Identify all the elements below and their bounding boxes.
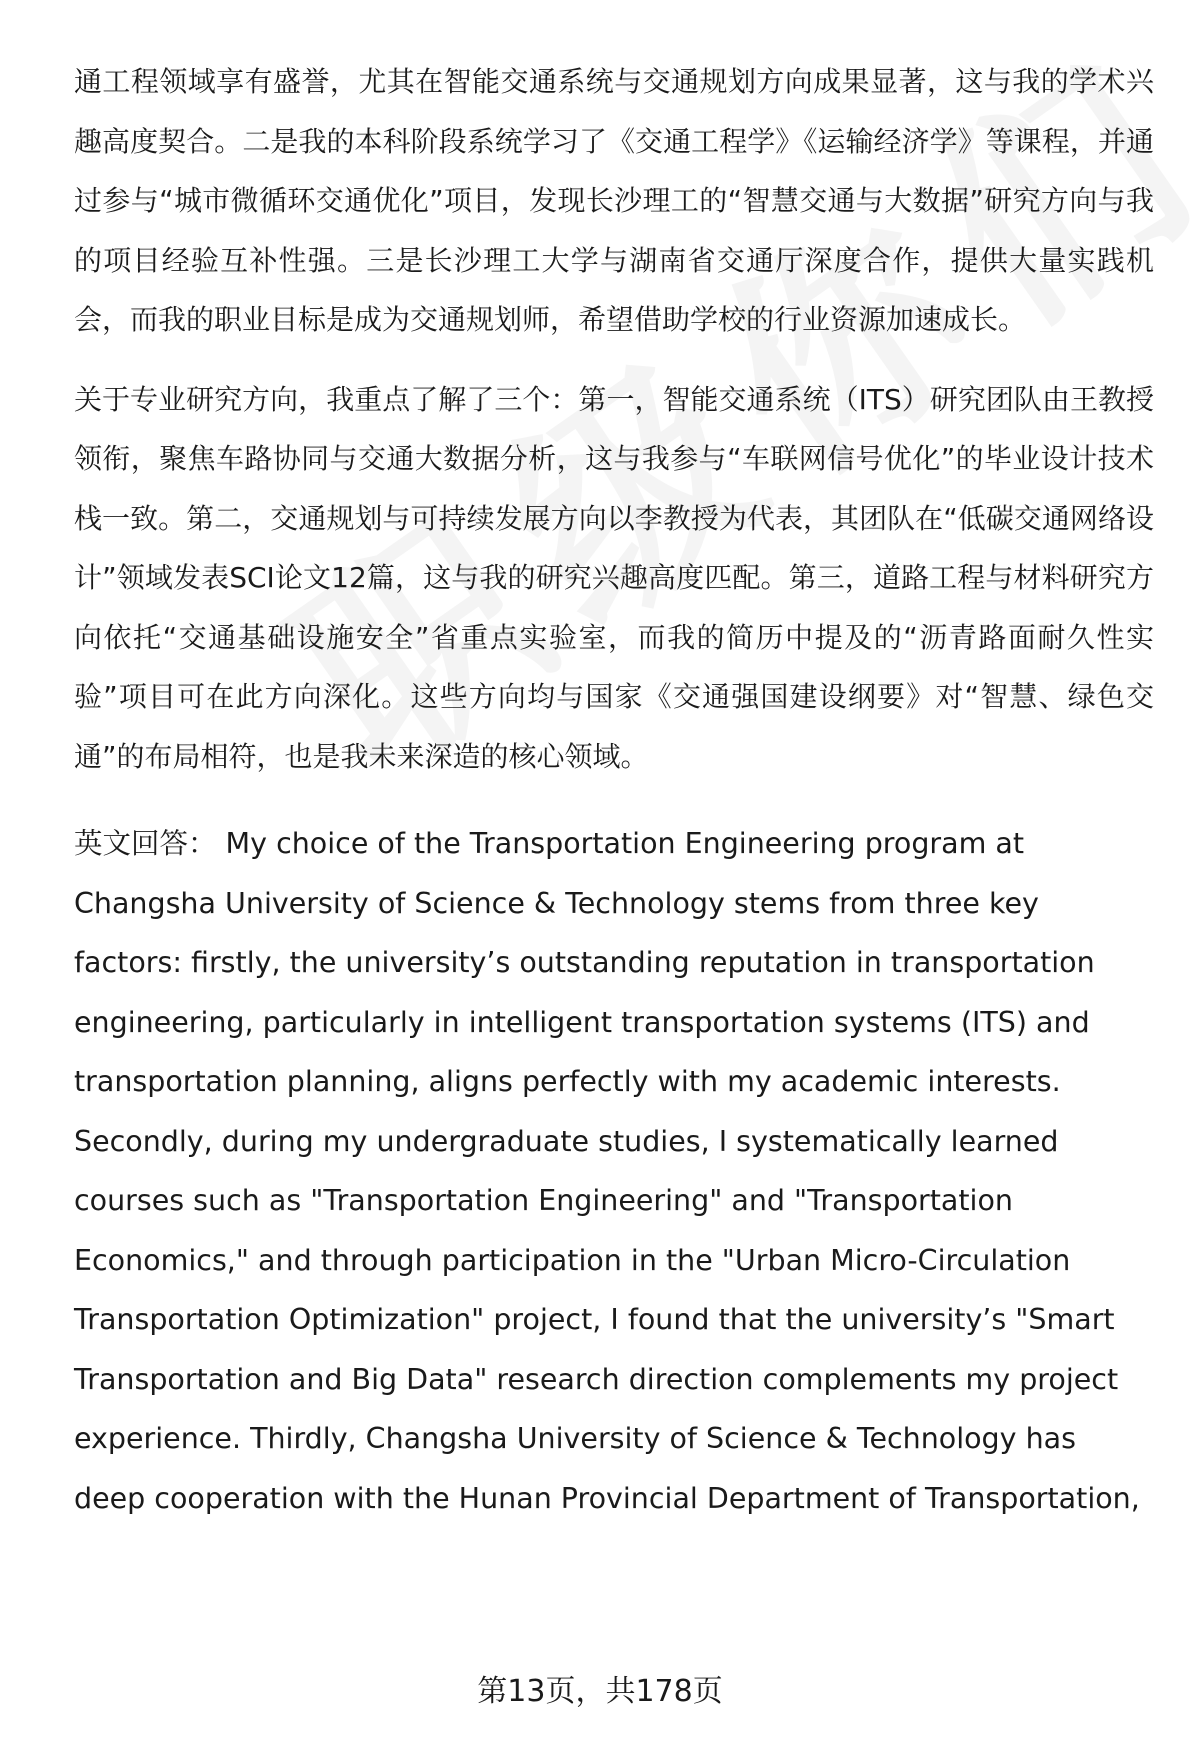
paragraph-english-answer: 英文回答： My choice of the Transportation Engineering program at Changsha University of Science & Technology stems from three key factors: firstly, the university’s outstanding reputation in transportation engineering, particularly in intelligent transportation systems (ITS) and transportation planning, aligns perfectly with my academic interests. Secondly, during my undergraduate studies, I systematically learned courses such as "Transportation Engineering" and "Transportation Economics," and through participation in the "Urban Micro-Circulation Transportation Optimization" project, I found that the university’s "Smart Transportation and Big Data" research direction complements my project experience. Thirdly, Changsha University of Science & Technology has deep cooperation with the Hunan Provincial Department of Transportation,	[74, 827, 1140, 1515]
document-body	[74, 52, 1154, 1548]
page-number-footer: 第13页，共178页	[477, 1674, 723, 1709]
paragraph-chinese-reasons: 通工程领域享有盛誉，尤其在智能交通系统与交通规划方向成果显著，这与我的学术兴趣高度契合。二是我的本科阶段系统学习了《交通工程学》《运输经济学》等课程，并通过参与“城市微循环交通优化”项目，发现长沙理工的“智慧交通与大数据”研究方向与我的项目经验互补性强。三是长沙理工大学与湖南省交通厅深度合作，提供大量实践机会，而我的职业目标是成为交通规划师，希望借助学校的行业资源加速成长。	[74, 65, 1154, 336]
paragraph-chinese-research-directions: 关于专业研究方向，我重点了解了三个：第一，智能交通系统（ITS）研究团队由王教授领衔，聚焦车路协同与交通大数据分析，这与我参与“车联网信号优化”的毕业设计技术栈一致。第二，交通规划与可持续发展方向以李教授为代表，其团队在“低碳交通网络设计”领域发表SCI论文12篇，这与我的研究兴趣高度匹配。第三，道路工程与材料研究方向依托“交通基础设施安全”省重点实验室，而我的简历中提及的“沥青路面耐久性实验”项目可在此方向深化。这些方向均与国家《交通强国建设纲要》对“智慧、绿色交通”的布局相符，也是我未来深造的核心领域。	[74, 382, 1154, 773]
